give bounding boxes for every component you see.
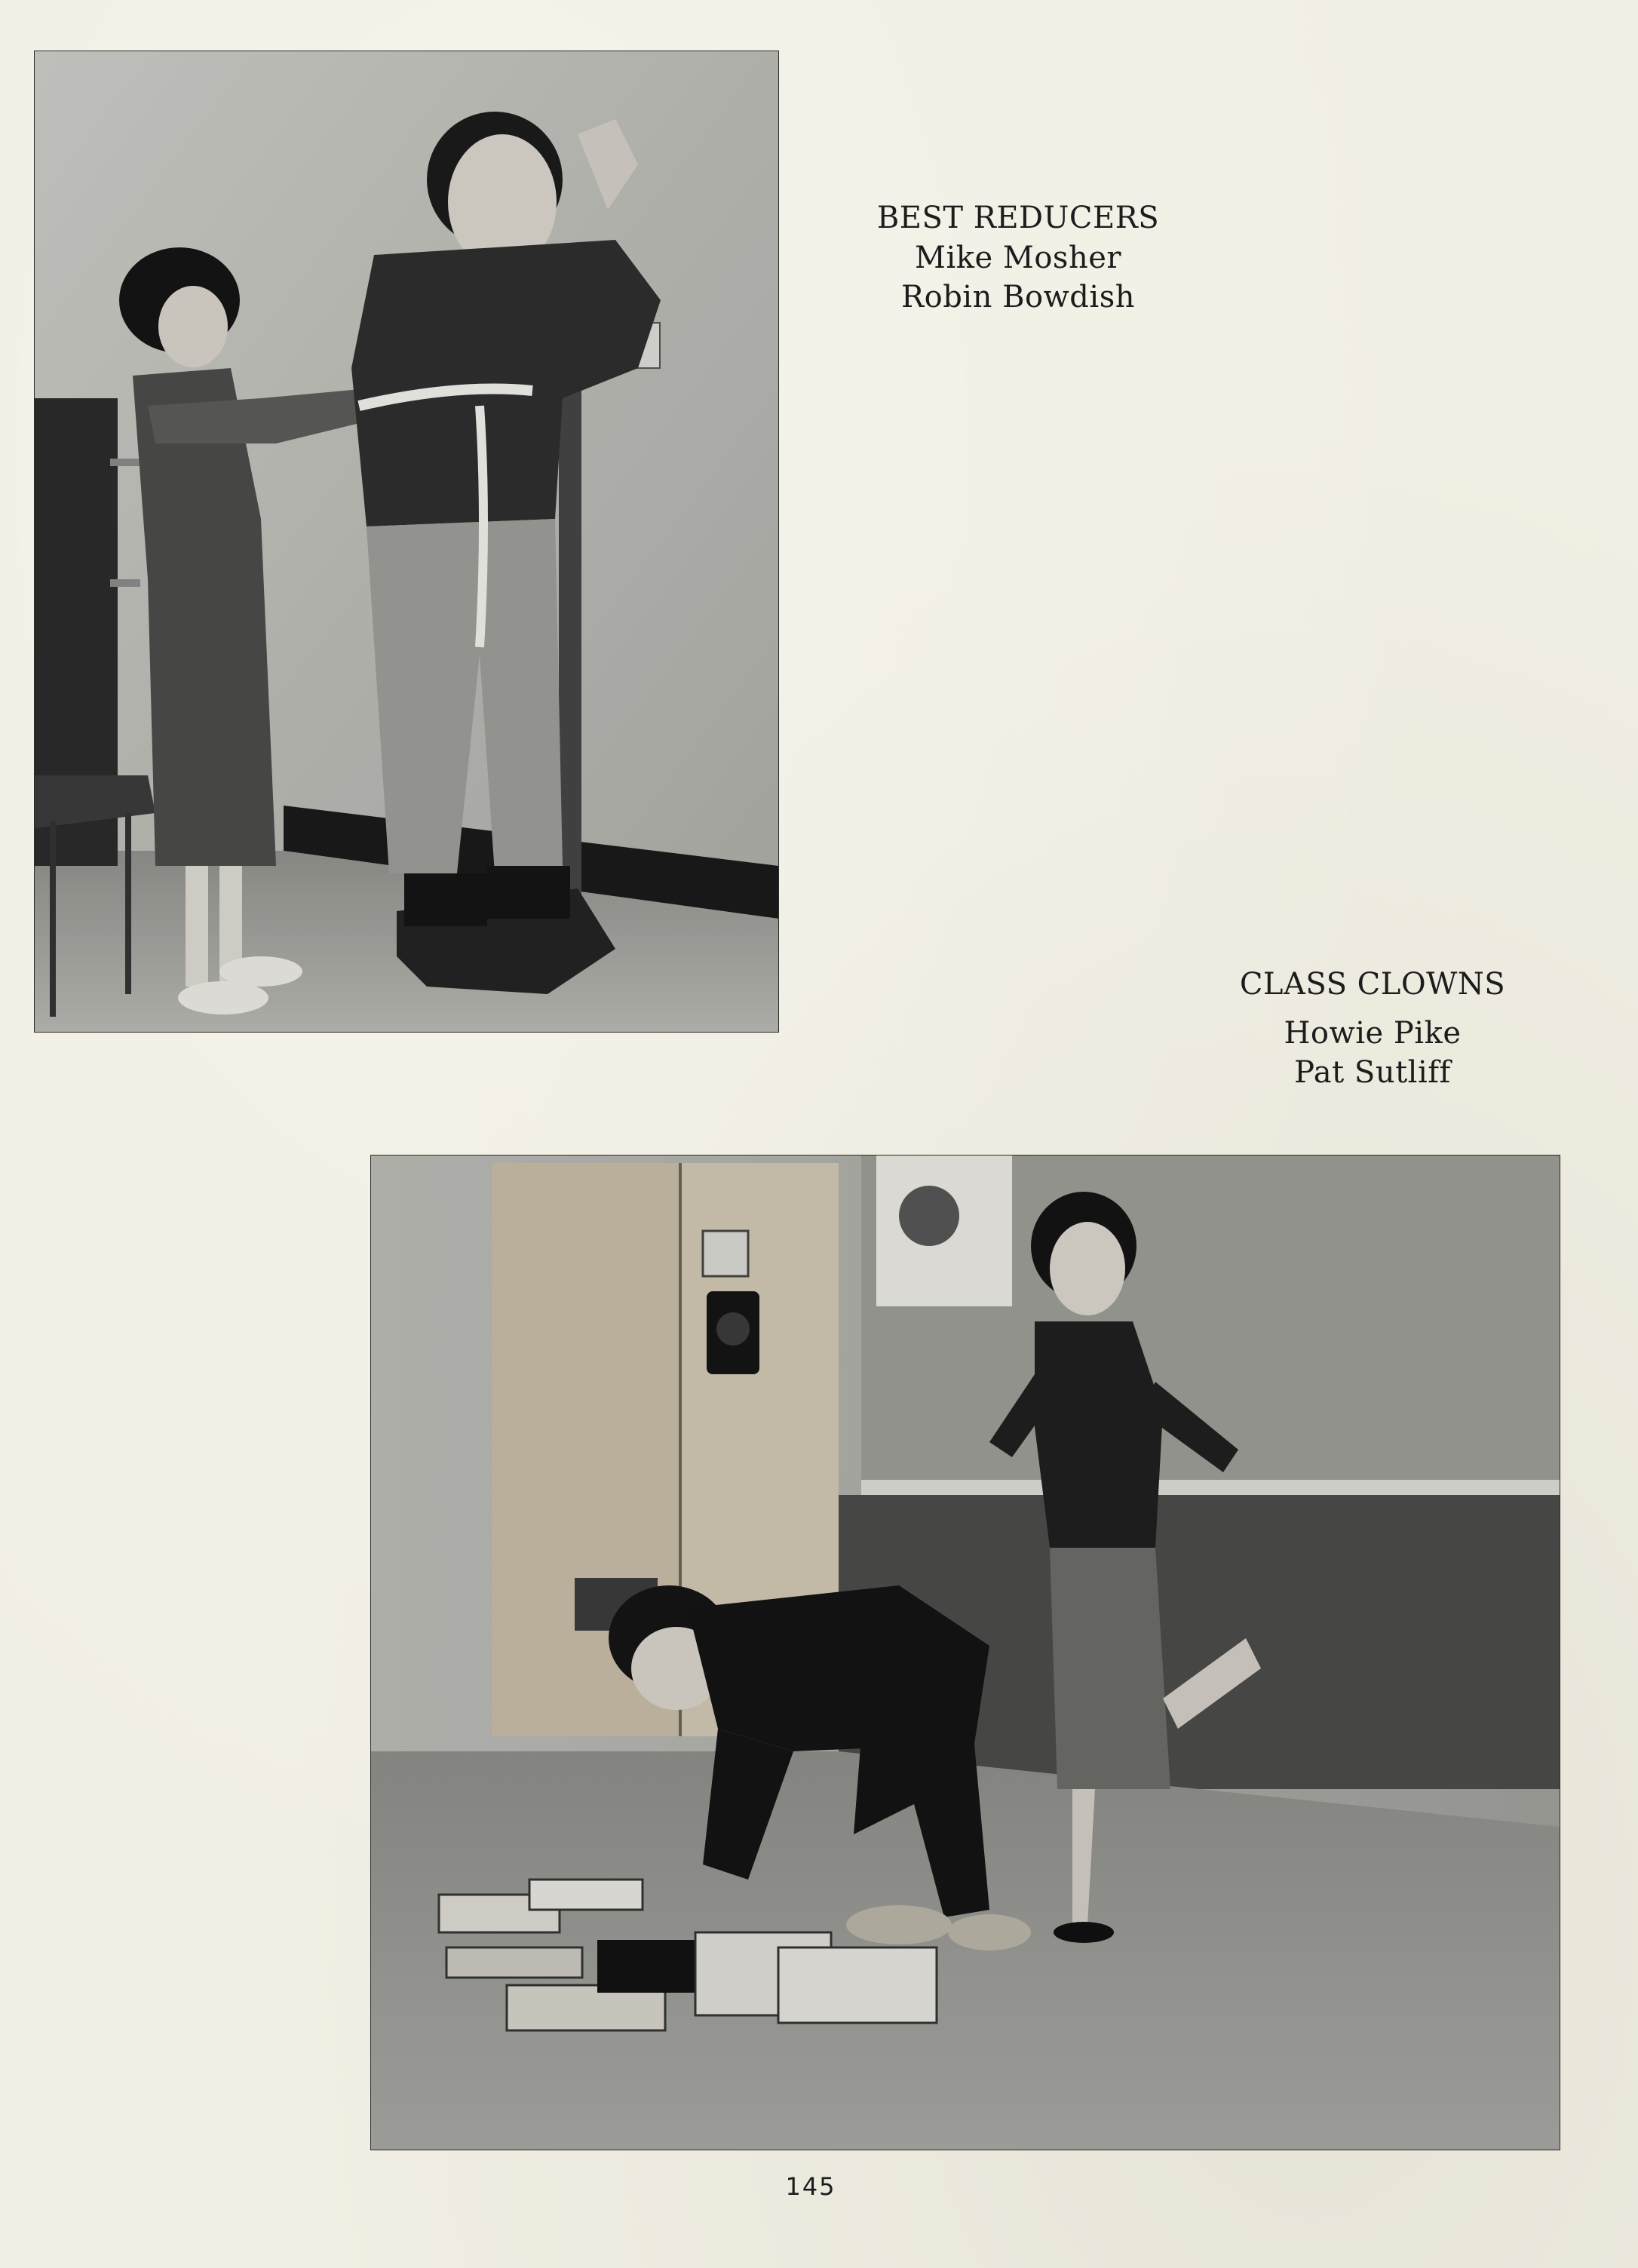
best-reducers-heading: BEST REDUCERS	[876, 201, 1160, 235]
class-clowns-name-1: Howie Pike	[1284, 1016, 1462, 1051]
best-reducers-photo	[35, 51, 778, 1032]
photo-measuring-waist-on-scale	[35, 51, 778, 1032]
page-number: 145	[785, 2172, 836, 2201]
class-clowns-names	[1169, 1014, 1576, 1092]
class-clowns-heading: CLASS CLOWNS	[1239, 967, 1506, 1002]
best-reducers-names	[814, 238, 1222, 317]
class-clowns-photo	[371, 1155, 1560, 2150]
best-reducers-name-1: Mike Mosher	[915, 241, 1121, 275]
best-reducers-caption	[814, 198, 1222, 317]
photo-classroom-clowns	[371, 1155, 1560, 2150]
class-clowns-name-2: Pat Sutliff	[1294, 1055, 1451, 1090]
best-reducers-name-2: Robin Bowdish	[901, 280, 1135, 315]
class-clowns-caption	[1169, 964, 1576, 1092]
